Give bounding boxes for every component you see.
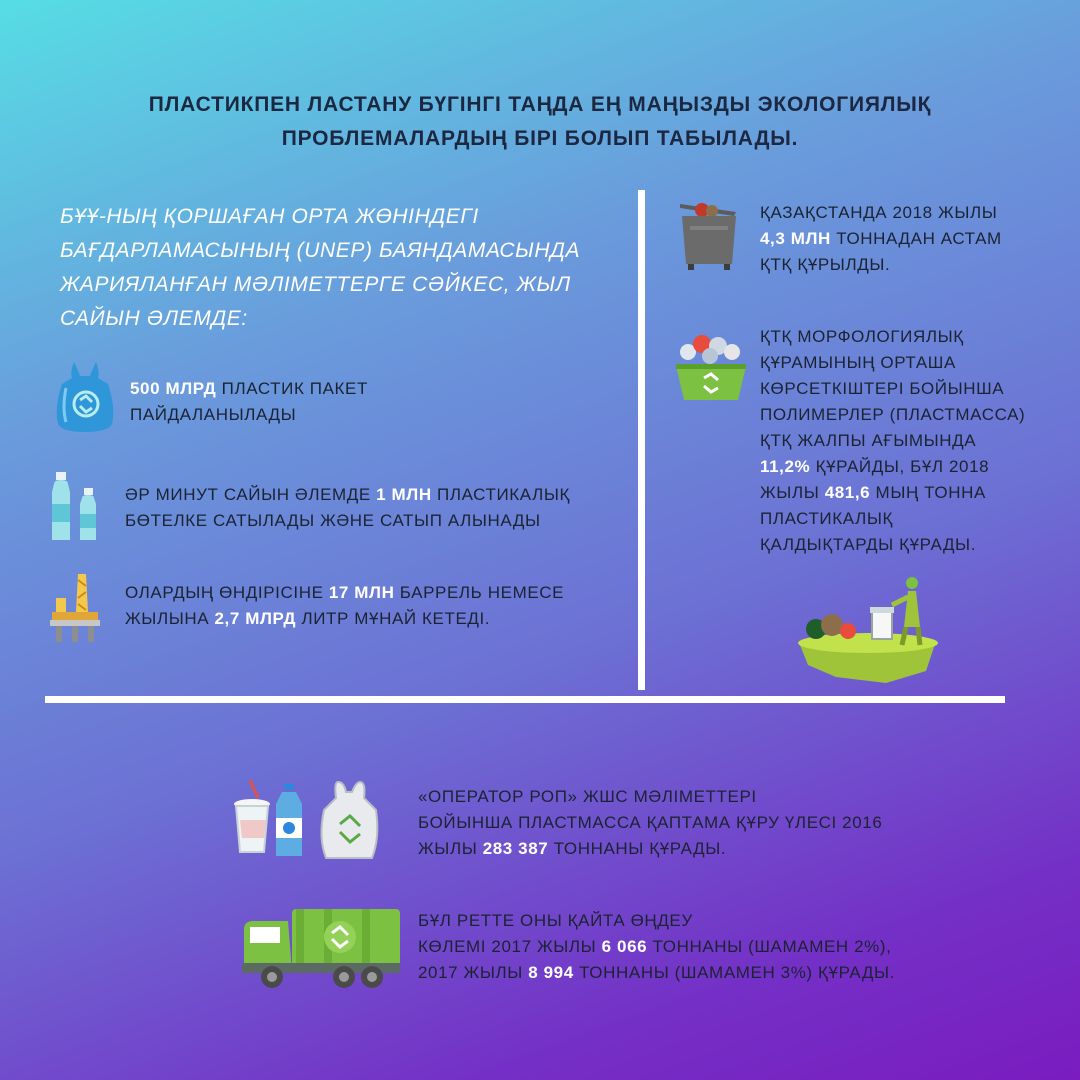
- recycling-basket-icon: [674, 330, 748, 402]
- oil-text-c: ЖЫЛЫНА: [125, 609, 215, 628]
- water-bottles-icon: [50, 470, 106, 544]
- fact-oil: [125, 580, 625, 632]
- oil-value-1: 17 МЛН: [328, 583, 395, 602]
- plastic-items-icon: [232, 778, 382, 862]
- vertical-divider: [638, 190, 645, 690]
- title-line-2: ПРОБЛЕМАЛАРДЫҢ БІРІ БОЛЫП ТАБЫЛАДЫ.: [281, 127, 799, 150]
- fact-recycle: [418, 908, 1018, 986]
- oil-text-a: ОЛАРДЫҢ ӨНДІРІСІНЕ: [125, 583, 329, 602]
- morph-line-8: ПЛАСТИКАЛЫҚ: [760, 509, 893, 528]
- bottles-text-b: ПЛАСТИКАЛЫҚ: [431, 485, 571, 504]
- bags-text-b: ПАЙДАЛАНЫЛАДЫ: [130, 405, 297, 424]
- morph-text-c: МЫҢ ТОННА: [870, 483, 986, 502]
- msw-text-b: ТОННАДАН АСТАМ: [830, 229, 1002, 248]
- operator-line-2: БОЙЫНША ПЛАСТМАССА ҚАПТАМА ҚҰРУ ҮЛЕСІ 2016: [418, 813, 883, 832]
- morph-line-1: ҚТҚ МОРФОЛОГИЯЛЫҚ: [760, 327, 964, 346]
- horizontal-divider: [45, 696, 1005, 703]
- recycle-value-2: 8 994: [528, 963, 574, 982]
- operator-value: 283 387: [482, 839, 549, 858]
- msw-text-a: ҚАЗАҚСТАНДА 2018 ЖЫЛЫ: [760, 203, 998, 222]
- recycle-text-d: ТОННАНЫ (ШАМАМЕН 3%) ҚҰРАДЫ.: [573, 963, 895, 982]
- bags-text-a: ПЛАСТИК ПАКЕТ: [216, 379, 368, 398]
- fact-morphology: [760, 324, 1060, 558]
- bags-value: 500 МЛРД: [130, 379, 217, 398]
- recycle-value-1: 6 066: [601, 937, 648, 956]
- recycle-text-a: КӨЛЕМІ 2017 ЖЫЛЫ: [418, 937, 602, 956]
- morph-value-2: 481,6: [824, 483, 871, 502]
- morph-line-9: ҚАЛДЫҚТАРДЫ ҚҰРАДЫ.: [760, 535, 977, 554]
- recycle-line-1: БҰЛ РЕТТЕ ОНЫ ҚАЙТА ӨҢДЕУ: [418, 911, 693, 930]
- oil-platform-icon: [48, 572, 102, 644]
- recycle-text-b: ТОННАНЫ (ШАМАМЕН 2%),: [647, 937, 892, 956]
- morph-value-1: 11,2%: [760, 457, 811, 476]
- title-line-1: ПЛАСТИКПЕН ЛАСТАНУ БҮГІНГІ ТАҢДА ЕҢ МАҢЫЗДЫ ЭКОЛОГИЯЛЫҚ: [148, 93, 932, 116]
- bottles-text-c: БӨТЕЛКЕ САТЫЛАДЫ ЖӘНЕ САТЫП АЛЫНАДЫ: [125, 511, 541, 530]
- morph-text-a: ҚҰРАЙДЫ, БҰЛ 2018: [810, 457, 990, 476]
- bottles-text-a: ӘР МИНУТ САЙЫН ӘЛЕМДЕ: [125, 485, 377, 504]
- morph-text-b: ЖЫЛЫ: [760, 483, 825, 502]
- bottles-value: 1 МЛН: [376, 485, 432, 504]
- dumpster-icon: [676, 198, 742, 274]
- garbage-truck-icon: [240, 905, 404, 991]
- morph-line-3: КӨРСЕТКІШТЕРІ БОЙЫНША: [760, 379, 1005, 398]
- morph-line-2: ҚҰРАМЫНЫҢ ОРТАША: [760, 353, 956, 372]
- morph-line-4: ПОЛИМЕРЛЕР (ПЛАСТМАССА): [760, 405, 1026, 424]
- oil-value-2: 2,7 МЛРД: [214, 609, 297, 628]
- intro-text: БҰҰ-НЫҢ ҚОРШАҒАН ОРТА ЖӨНІНДЕГІ БАҒДАРЛАМАСЫНЫҢ (UNEP) БАЯНДАМАСЫНДА ЖАРИЯЛАНҒАН МӘЛІМЕТТЕРГЕ СӘЙКЕС, ЖЫЛ САЙЫН ӘЛЕМДЕ:: [60, 205, 581, 330]
- recycling-person-illustration: [796, 575, 941, 685]
- operator-line-1: «ОПЕРАТОР РОП» ЖШС МӘЛІМЕТТЕРІ: [418, 787, 757, 806]
- fact-msw: [760, 200, 1060, 278]
- fact-bags: [130, 376, 590, 428]
- recycle-text-c: 2017 ЖЫЛЫ: [418, 963, 529, 982]
- fact-operator: [418, 784, 978, 862]
- operator-text-a: ЖЫЛЫ: [418, 839, 483, 858]
- msw-value: 4,3 МЛН: [760, 229, 831, 248]
- msw-text-c: ҚТҚ ҚҰРЫЛДЫ.: [760, 255, 891, 274]
- plastic-bag-icon: [52, 358, 118, 434]
- oil-text-d: ЛИТР МҰНАЙ КЕТЕДІ.: [296, 609, 491, 628]
- fact-bottles: [125, 482, 625, 534]
- page-title: [60, 88, 1020, 156]
- operator-text-b: ТОННАНЫ ҚҰРАДЫ.: [548, 839, 727, 858]
- morph-line-5: ҚТҚ ЖАЛПЫ АҒЫМЫНДА: [760, 431, 977, 450]
- oil-text-b: БАРРЕЛЬ НЕМЕСЕ: [394, 583, 565, 602]
